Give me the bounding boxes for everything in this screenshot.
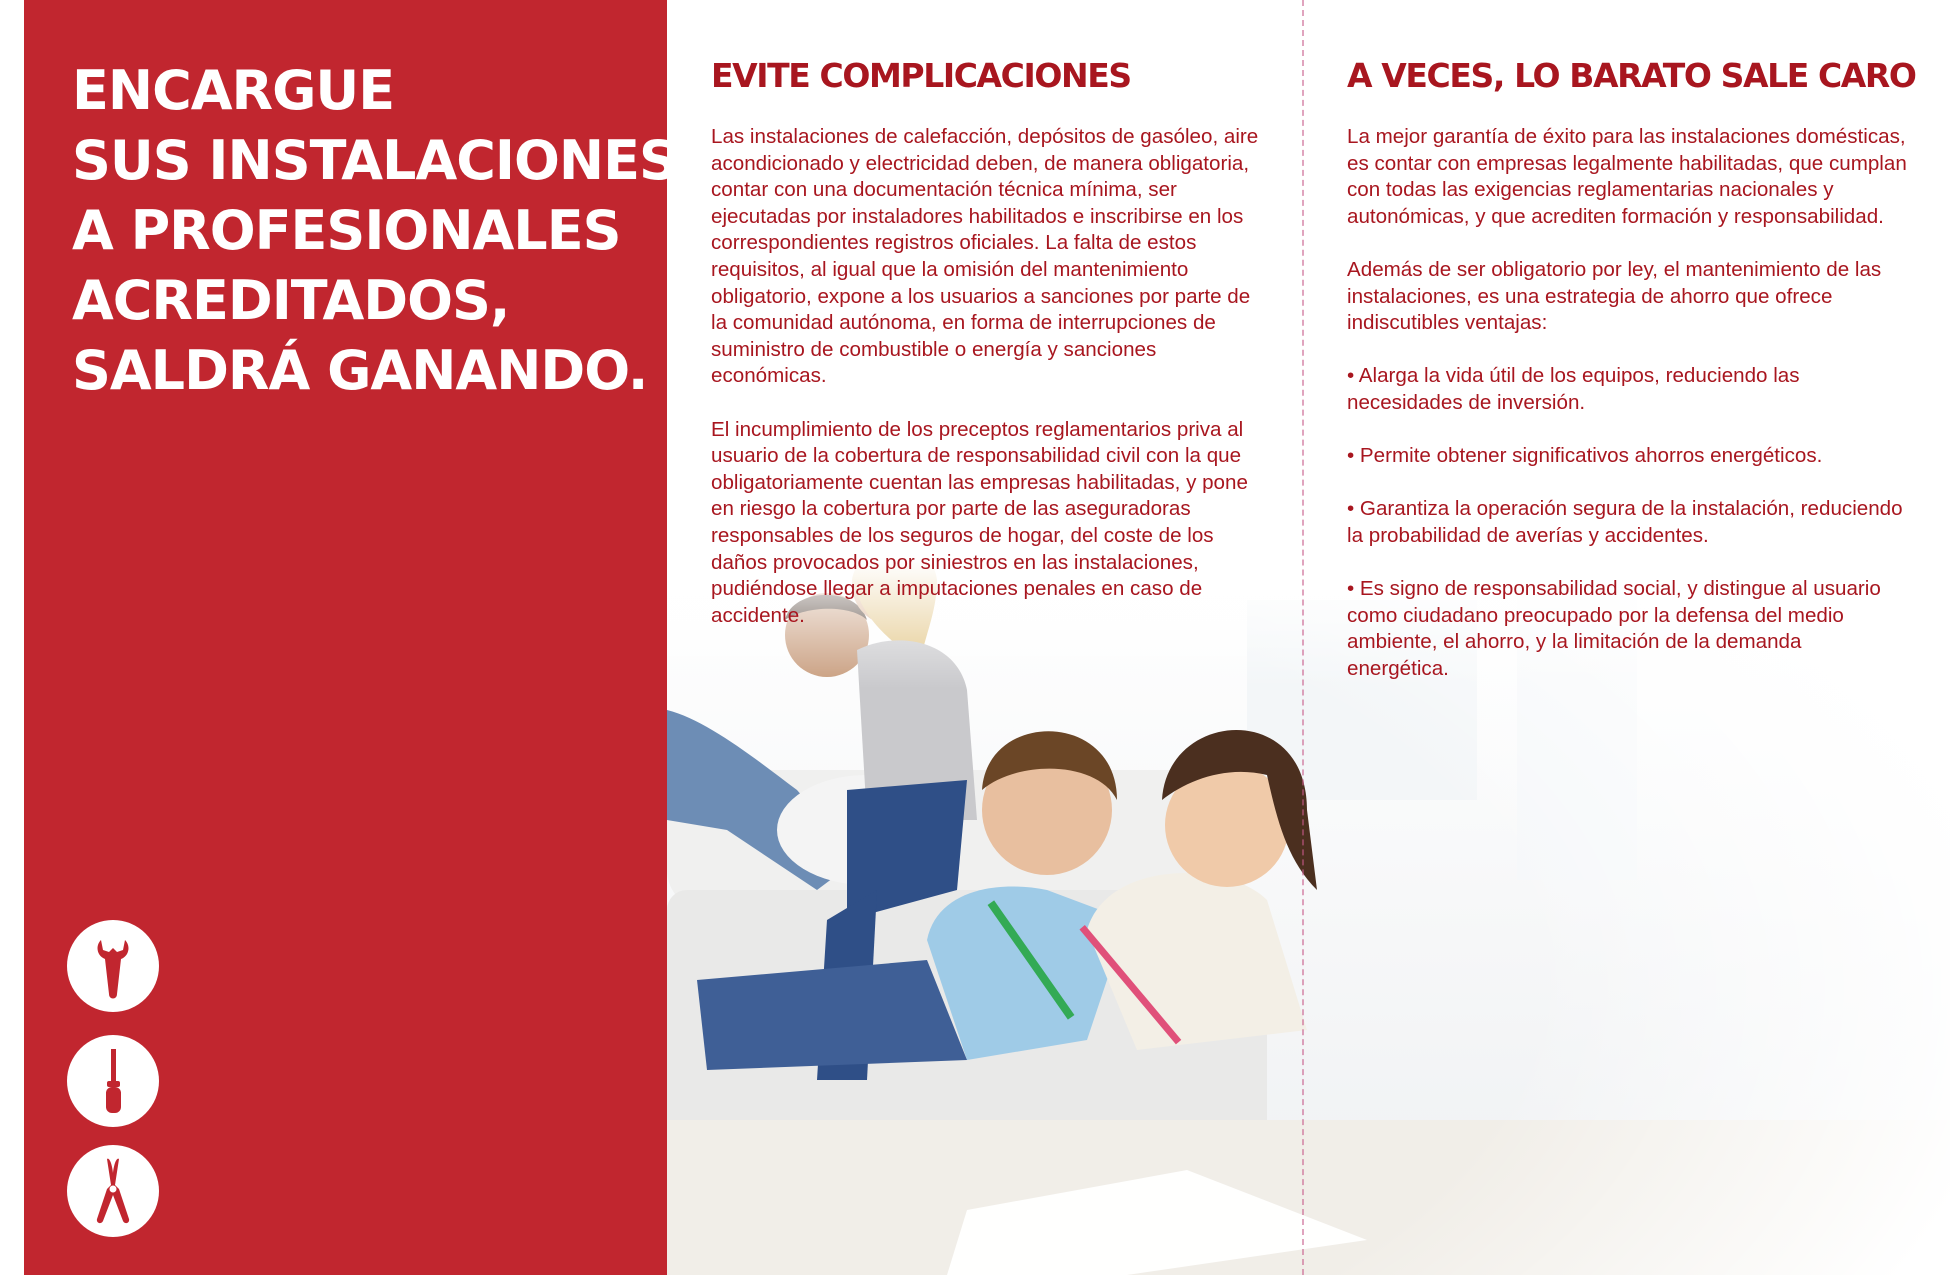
headline-line: ACREDITADOS, xyxy=(72,269,510,332)
left-red-panel xyxy=(24,0,677,1275)
column-body-barato xyxy=(1347,124,1907,709)
wrench-icon xyxy=(67,920,159,1012)
paragraph: Además de ser obligatorio por ley, el mantenimiento de las instalaciones, es una estrategia de ahorro que ofrece indiscutibles ventajas: xyxy=(1347,257,1882,335)
headline-line: A PROFESIONALES xyxy=(72,199,621,262)
headline xyxy=(72,56,677,406)
headline-line: SUS INSTALACIONES xyxy=(72,129,677,192)
paragraph: La mejor garantía de éxito para las instalaciones domésticas, es contar con empresas legalmente habilitadas, que cumplan con todas las exigencias reglamentarias nacionales y autonómicas, y que acrediten formación y responsabilidad. xyxy=(1347,125,1907,228)
paragraph: Las instalaciones de calefacción, depósitos de gasóleo, aire acondicionado y electricidad deben, de manera obligatoria, contar con una documentación técnica mínima, ser ejecutadas por instaladores habilitados e inscribirse en los correspondientes registros oficiales. La falta de estos requisitos, al igual que la omisión del mantenimiento obligatorio, expone a los usuarios a sanciones por parte de la comunidad autónoma, en forma de interrupciones de suministro de combustible o energía y sanciones económicas. xyxy=(711,125,1259,388)
pliers-icon xyxy=(67,1145,159,1237)
bullet-item: • Permite obtener significativos ahorros energéticos. xyxy=(1347,444,1823,468)
headline-line: ENCARGUE xyxy=(72,59,395,122)
bullet-item: • Garantiza la operación segura de la instalación, reduciendo la probabilidad de averías y accidentes. xyxy=(1347,497,1903,547)
fold-line xyxy=(1302,0,1304,1275)
column-body-evite xyxy=(711,124,1267,656)
paragraph: El incumplimiento de los preceptos reglamentarios priva al usuario de la cobertura de responsabilidad civil con la que obligatoriamente cuentan las empresas habilitadas, y pone en riesgo la cobertura por parte de las aseguradoras responsables de los seguros de hogar, del coste de los daños provocados por siniestros en las instalaciones, pudiéndose llegar a imputaciones penales en caso de accidente. xyxy=(711,417,1248,627)
bullet-item: • Alarga la vida útil de los equipos, reduciendo las necesidades de inversión. xyxy=(1347,364,1800,414)
column-title-barato: A VECES, LO BARATO SALE CARO xyxy=(1347,56,1916,95)
headline-line: SALDRÁ GANANDO. xyxy=(72,339,648,402)
bullet-item: • Es signo de responsabilidad social, y distingue al usuario como ciudadano preocupado por la defensa del medio ambiente, el ahorro, y la limitación de la demanda energética. xyxy=(1347,577,1881,680)
column-title-evite: EVITE COMPLICACIONES xyxy=(711,56,1131,95)
screwdriver-icon xyxy=(67,1035,159,1127)
